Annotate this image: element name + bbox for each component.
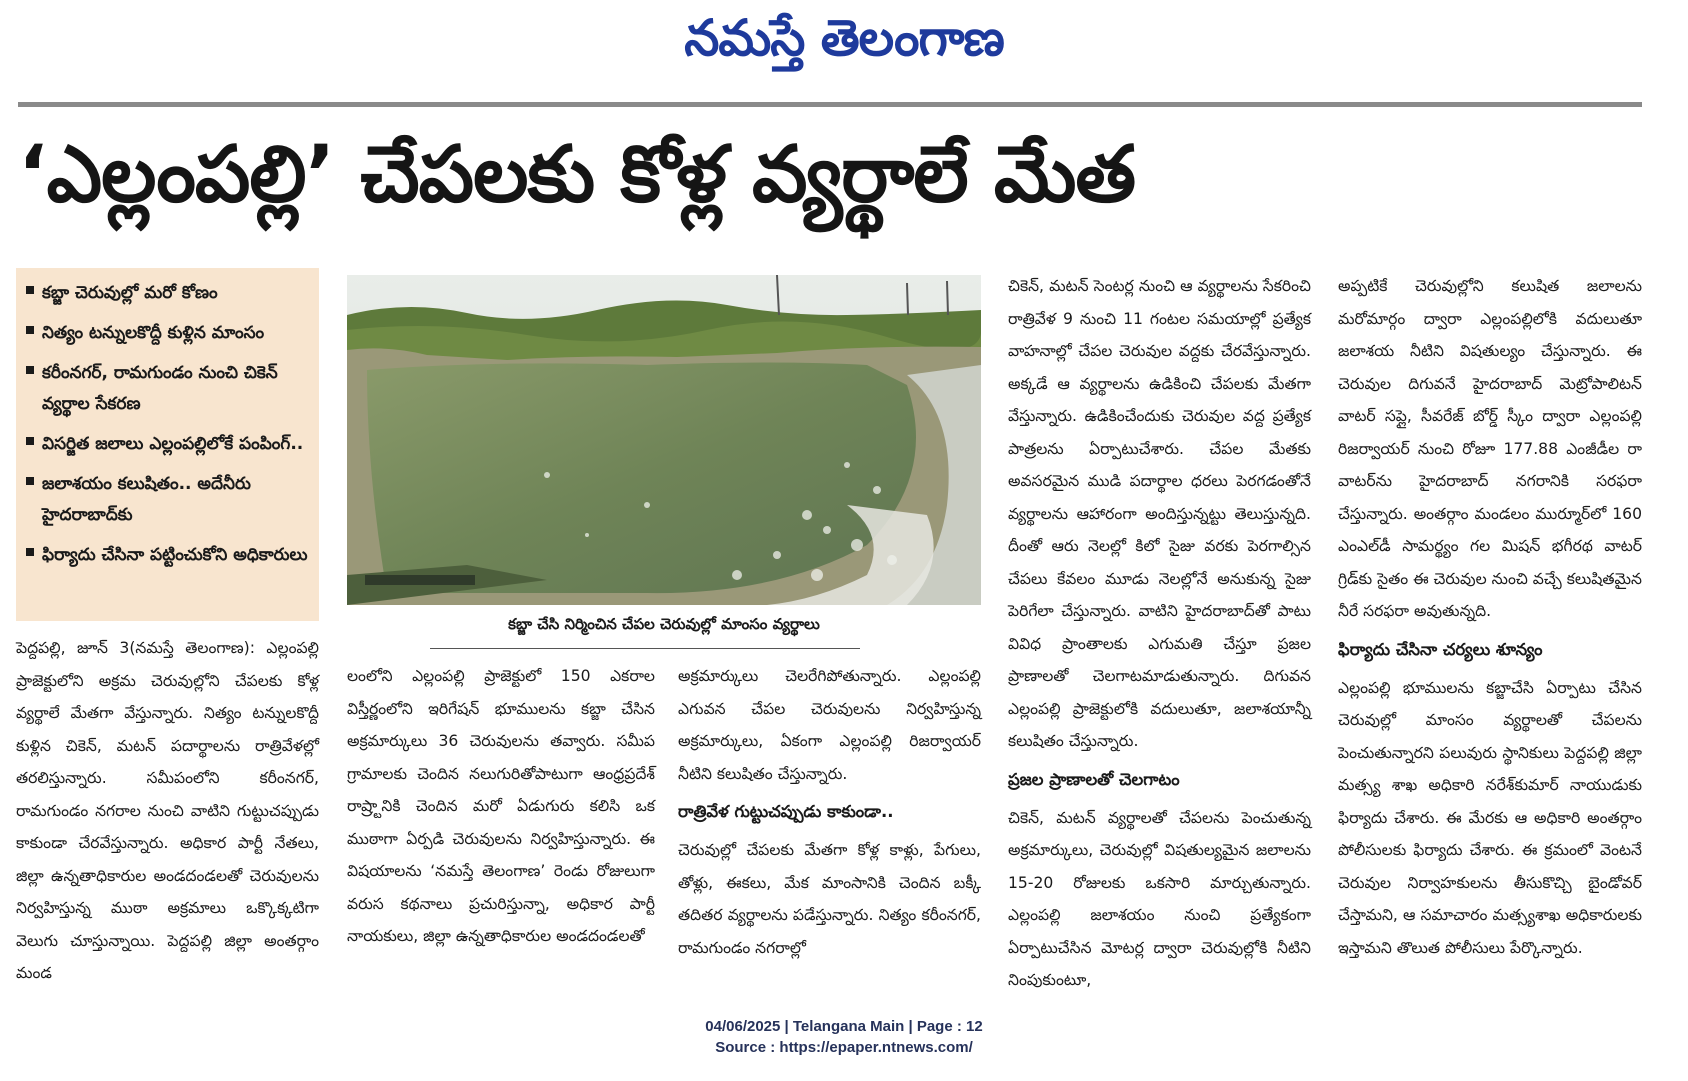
bullet-icon: [26, 548, 34, 556]
footer-edition-info: 04/06/2025 | Telangana Main | Page : 12: [705, 1018, 983, 1035]
bullet-icon: [26, 326, 34, 334]
highlight-text: జలాశయం కలుషితం.. అదేనీరు హైదరాబాద్‌కు: [42, 474, 251, 525]
article-paragraph: అప్పటికే చెరువుల్లోని కలుషిత జలాలను మరోమార్గం ద్వారా ఎల్లంపల్లిలోకి వదులుతూ జలాశయ నీటిని విషతుల్యం చేస్తున్నారు. ఈ చెరువుల దిగువనే హైదరాబాద్ మెట్రోపాలిటన్ వాటర్ సప్లై, సీవరేజ్ బోర్డ్ స్కీం ద్వారా ఎల్లంపల్లి రిజర్వాయర్ నుంచి రోజూ 177.88 ఎంజీడీల రా వాటర్‌ను హైదరాబాద్ నగరానికి సరఫరా చేస్తున్నారు. అంతర్గాం మండలం ముర్మూర్‌లో 160 ఎంఎల్‌డీ సామర్థ్యం గల మిషన్ భగీరథ వాటర్ గ్రిడ్‌కు సైతం ఈ చెరువుల నుంచి వచ్చే కలుషితమైన నీరే సరఫరా అవుతున్నది.: [1338, 277, 1642, 620]
article-paragraph: చికెన్, మటన్ సెంటర్ల నుంచి ఆ వ్యర్థాలను సేకరించి రాత్రివేళ 9 నుంచి 11 గంటల సమయాల్లో ప్రత్యేక వాహనాల్లో చేపల చెరువుల వద్దకు చేరవేస్తున్నారు. అక్కడే ఆ వ్యర్థాలను ఉడికించి చేపలకు మేతగా వేస్తున్నారు. ఉడికించేందుకు చెరువుల వద్ద ప్రత్యేక పాత్రలను ఏర్పాటుచేశారు. చేపల మేతకు అవసరమైన ముడి పదార్థాల ధరలు పెరగడంతోనే వ్యర్థాలను ఆహారంగా అందిస్తున్నట్టు తెలుస్తున్నది. దీంతో ఆరు నెలల్లో కిలో సైజు వరకు పెరగాల్సిన చేపలు కేవలం మూడు నెలల్లోనే అనుకున్న సైజు పెరిగేలా చేస్తున్నారు. వాటిని హైదరాబాద్‌తో పాటు వివిధ ప్రాంతాలకు ఎగుమతి చేస్తూ ప్రజల ప్రాణాలతో చెలగాటమాడుతున్నారు. దిగువన ఎల్లంపల్లి ప్రాజెక్టులోకి వదులుతూ, జలాశయాన్నీ కలుషితం చేస్తున్నారు.: [1008, 277, 1311, 750]
highlight-item: [26, 278, 311, 309]
pond-photo-image: [347, 275, 981, 605]
bullet-icon: [26, 286, 34, 294]
highlight-text: కబ్జా చెరువుల్లో మరో కోణం: [42, 283, 218, 303]
article-paragraph: ఎల్లంపల్లి భూములను కబ్జాచేసి ఏర్పాటు చేసిన చెరువుల్లో మాంసం వ్యర్థాలతో చేపలను పెంచుతున్నారని పలువురు స్థానికులు పెద్దపల్లి జిల్లా మత్స్య శాఖ అధికారి నరేశ్‌కుమార్ నాయుడుకు ఫిర్యాదు చేశారు. ఈ మేరకు ఆ అధికారి అంతర్గాం పోలీసులకు ఫిర్యాదు చేశారు. ఈ క్రమంలో వెంటనే చెరువుల నిర్వాహకులను తీసుకొచ్చి బైండోవర్ చేస్తామని, ఆ సమాచారం మత్స్యశాఖ అధికారులకు ఇస్తామని తొలుత పోలీసులు పేర్కొన్నారు.: [1338, 678, 1642, 957]
bullet-icon: [26, 477, 34, 485]
highlight-item: [26, 540, 311, 571]
article-column-1: [16, 632, 319, 982]
section-subhead: ఫిర్యాదు చేసినా చర్యలు శూన్యం: [1338, 639, 1543, 659]
bullet-icon: [26, 366, 34, 374]
highlight-text: విసర్జిత జలాలు ఎల్లంపల్లిలోకే పంపింగ్..: [42, 434, 304, 454]
highlight-item: [26, 358, 311, 420]
masthead-divider: [18, 102, 1642, 107]
article-paragraph: పెద్దపల్లి, జూన్ 3(నమస్తే తెలంగాణ): ఎల్లంపల్లి ప్రాజెక్టులోని అక్రమ చెరువుల్లోని చేపలకు కోళ్ల వ్యర్థాలే మేతగా వేస్తున్నారు. నిత్యం టన్నులకొద్దీ కుళ్లిన చికెన్, మటన్ పదార్థాలను రాత్రివేళల్లో తరలిస్తున్నారు. సమీపంలోని కరీంనగర్, రామగుండం నగరాల నుంచి వాటిని గుట్టుచప్పుడు కాకుండా చేరవేస్తున్నారు. అధికార పార్టీ నేతలు, జిల్లా ఉన్నతాధికారుల అండదండలతో చెరువులను నిర్వహిస్తున్న ముఠా అక్రమాలు ఒక్కొక్కటిగా వెలుగు చూస్తున్నాయి. పెద్దపల్లి జిల్లా అంతర్గాం మండ: [16, 639, 319, 982]
article-paragraph: లంలోని ఎల్లంపల్లి ప్రాజెక్టులో 150 ఎకరాల విస్తీర్ణంలోని ఇరిగేషన్ భూములను కబ్జా చేసిన అక్రమార్కులు 36 చెరువులను తవ్వారు. సమీప గ్రామాలకు చెందిన నలుగురితోపాటుగా ఆంధ్రప్రదేశ్ రాష్ర్టానికి చెందిన మరో ఏడుగురు కలిసి ఒక ముఠాగా ఏర్పడి చెరువులను నిర్వహిస్తున్నారు. ఈ విషయాలను ‘నమస్తే తెలంగాణ’ రెండు రోజులుగా వరుస కథనాలు ప్రచురిస్తున్నా, అధికార పార్టీ నాయకులు, జిల్లా ఉన్నతాధికారుల అండదండలతో: [347, 667, 655, 945]
article-column-3: [678, 660, 981, 957]
highlight-text: ఫిర్యాదు చేసినా పట్టించుకోని అధికారులు: [42, 545, 308, 565]
bullet-icon: [26, 437, 34, 445]
caption-divider: [430, 648, 860, 649]
article-paragraph: చికెన్, మటన్ వ్యర్థాలతో చేపలను పెంచుతున్న అక్రమార్కులు, చెరువుల్లో విషతుల్యమైన జలాలను 15-20 రోజులకు ఒకసారి మార్చుతున్నారు. ఎల్లంపల్లి జలాశయం నుంచి ప్రత్యేకంగా ఏర్పాటుచేసిన మోటర్ల ద్వారా చెరువుల్లోకి నీటిని నింపుకుంటూ,: [1008, 808, 1311, 989]
highlight-item: [26, 469, 311, 531]
pond-photo: [347, 275, 981, 605]
footer-source: Source : https://epaper.ntnews.com/: [715, 1039, 973, 1056]
highlight-text: నిత్యం టన్నులకొద్దీ కుళ్లిన మాంసం: [42, 323, 265, 343]
footer: [0, 1016, 1688, 1058]
article-paragraph: అక్రమార్కులు చెలరేగిపోతున్నారు. ఎల్లంపల్లి ఎగువన చేపల చెరువులను నిర్వహిస్తున్న అక్రమార్కులు, ఏకంగా ఎల్లంపల్లి రిజర్వాయర్ నీటిని కలుషితం చేస్తున్నారు.: [678, 667, 981, 783]
photo-caption: కబ్జా చేసి నిర్మించిన చేపల చెరువుల్లో మాంసం వ్యర్థాలు: [508, 615, 820, 633]
article-paragraph: చెరువుల్లో చేపలకు మేతగా కోళ్ల కాళ్లు, పేగులు, తోళ్లు, ఈకలు, మేక మాంసానికి చెందిన బక్కీ తదితర వ్యర్థాలను పడేస్తున్నారు. నిత్యం కరీంనగర్, రామగుండం నగరాల్లో: [678, 841, 981, 957]
headline: ‘ఎల్లంపల్లి’ చేపలకు కోళ్ల వ్యర్థాలే మేత: [18, 130, 1136, 220]
highlights-box: [16, 268, 319, 621]
highlight-item: [26, 318, 311, 349]
highlight-text: కరీంనగర్, రామగుండం నుంచి చికెన్ వ్యర్థాల సేకరణ: [42, 363, 278, 414]
masthead-logo: నమస్తే తెలంగాణ: [684, 9, 1004, 67]
highlight-item: [26, 429, 311, 460]
article-column-5: [1338, 270, 1642, 957]
article-column-4: [1008, 270, 1311, 989]
article-column-2: [347, 660, 655, 945]
section-subhead: ప్రజల ప్రాణాలతో చెలగాటం: [1008, 769, 1180, 789]
section-subhead: రాత్రివేళ గుట్టుచప్పుడు కాకుండా..: [678, 802, 894, 821]
